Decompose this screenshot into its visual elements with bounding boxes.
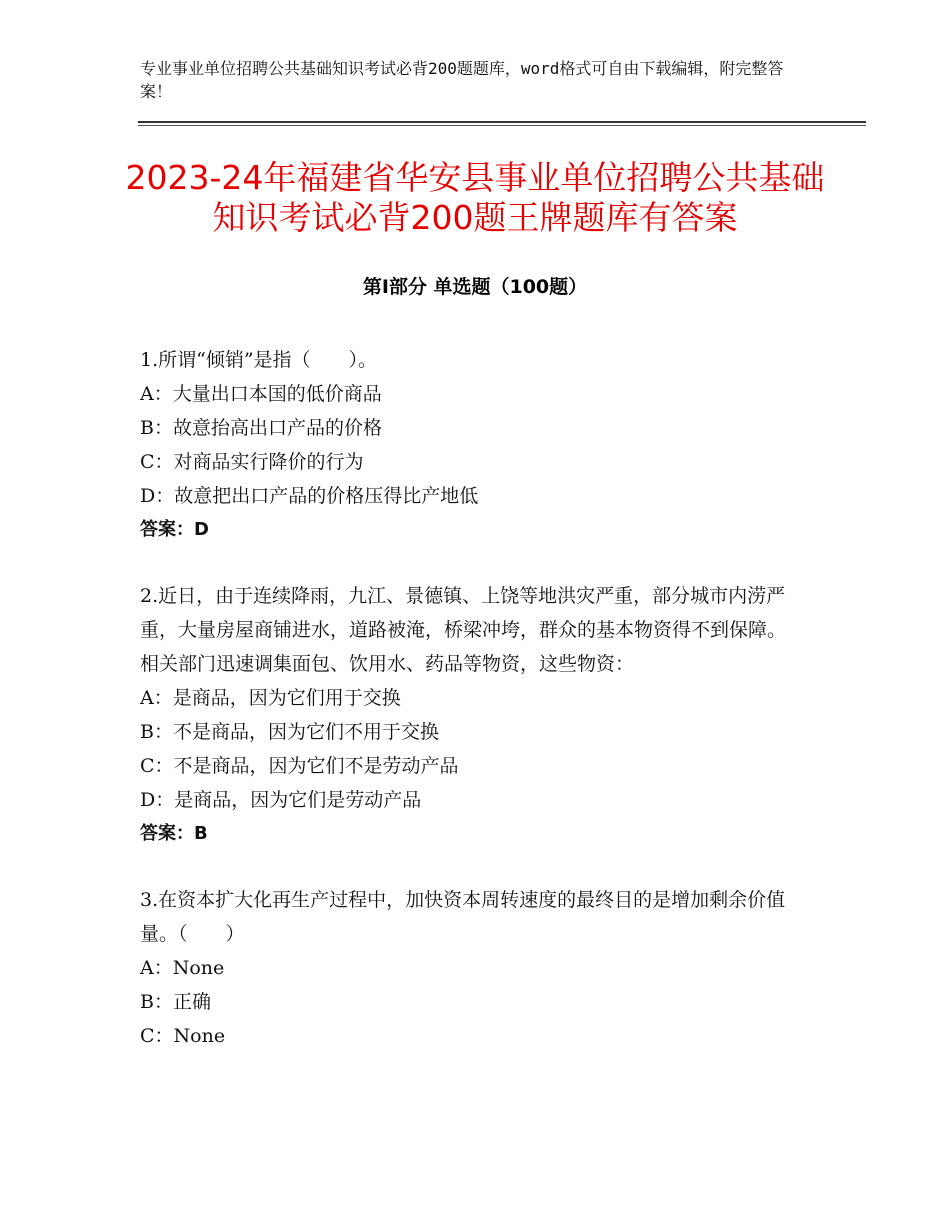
answer-label: 答案：D xyxy=(140,519,209,540)
question-text: 2.近日，由于连续降雨，九江、景德镇、上饶等地洪灾严重，部分城市内涝严重，大量房屋商铺进水，道路被淹，桥梁冲垮，群众的基本物资得不到保障。相关部门迅速调集面包、饮用水、药品等物资，这些物资： xyxy=(140,585,787,675)
option-b: B：正确 xyxy=(140,991,211,1013)
question-2 xyxy=(140,579,800,851)
section-heading: 第Ⅰ部分 单选题（100题） xyxy=(362,276,588,298)
option-a: A：None xyxy=(140,957,225,979)
question-1 xyxy=(140,343,800,547)
option-c: C：对商品实行降价的行为 xyxy=(140,451,364,473)
option-d: D：故意把出口产品的价格压得比产地低 xyxy=(140,485,479,507)
option-b: B：不是商品，因为它们不用于交换 xyxy=(140,721,439,743)
option-c: C：None xyxy=(140,1025,226,1047)
question-text: 3.在资本扩大化再生产过程中，加快资本周转速度的最终目的是增加剩余价值量。（ ） xyxy=(140,889,786,945)
document-title: 2023-24年福建省华安县事业单位招聘公共基础知识考试必背200题王牌题库有答案 xyxy=(125,158,825,237)
option-a: A：是商品，因为它们用于交换 xyxy=(140,687,401,709)
question-3 xyxy=(140,883,800,1053)
option-c: C：不是商品，因为它们不是劳动产品 xyxy=(140,755,459,777)
header-divider-thick xyxy=(138,121,866,123)
question-text: 1.所谓“倾销”是指（ ）。 xyxy=(140,349,378,371)
option-a: A：大量出口本国的低价商品 xyxy=(140,383,382,405)
answer-label: 答案：B xyxy=(140,823,208,844)
question-list xyxy=(140,343,800,1085)
option-d: D：是商品，因为它们是劳动产品 xyxy=(140,789,422,811)
option-b: B：故意抬高出口产品的价格 xyxy=(140,417,382,439)
header-note: 专业事业单位招聘公共基础知识考试必背200题题库，word格式可自由下载编辑，附完整答案！ xyxy=(140,59,784,101)
header-divider-thin xyxy=(138,125,866,126)
